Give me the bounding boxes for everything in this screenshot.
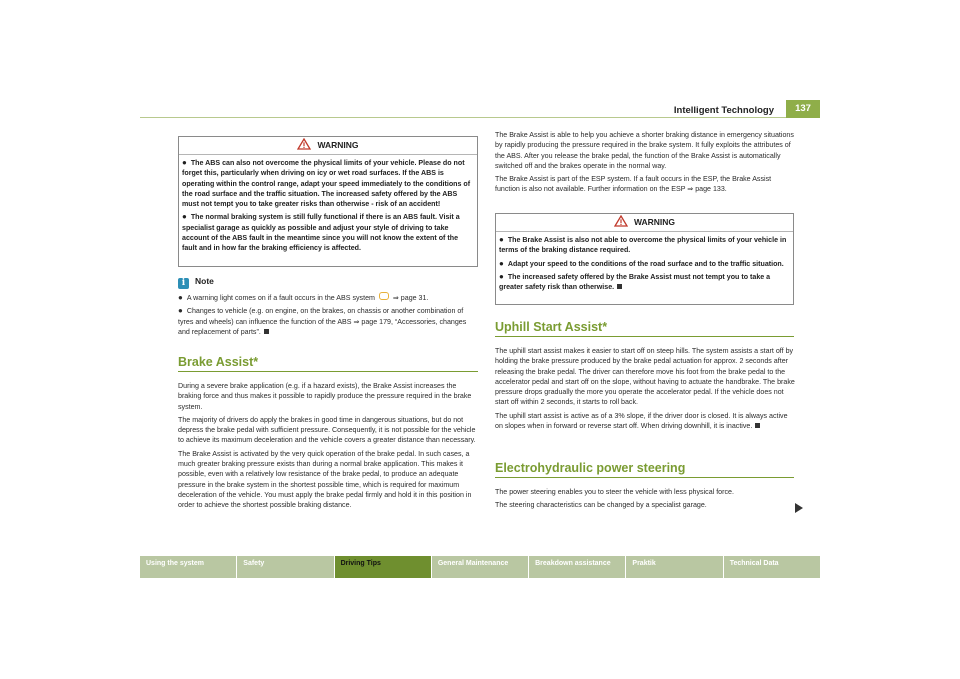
brake-assist-warning-item: ● The increased safety offered by the Brake Assist must not tempt you to take a greater safety risk than otherwise. [499,271,771,292]
abs-warning-title: WARNING [317,140,359,150]
continue-arrow-icon[interactable] [795,503,803,513]
power-steering-body [495,487,795,514]
chapter-tab-bar [140,556,820,578]
end-marker [617,284,622,289]
uphill-paragraph: The uphill start assist is active as of a 3% slope, if the driver door is closed. It is always active on slopes when in forward or reverse start off. When driving downhill, it is inactive. [495,411,788,431]
tab-driving-tips[interactable]: Driving Tips [335,556,431,578]
note-item-1: ● A warning light comes on if a fault occurs in the ABS system ⇒ page 31. [178,293,429,302]
steering-paragraph: The power steering enables you to steer the vehicle with less physical force. [495,488,734,496]
warning-triangle-icon [297,138,311,150]
tab-using-the-system[interactable]: Using the system [140,556,236,578]
brake-assist-warning-box [495,213,794,305]
abs-warning-header [179,137,477,155]
brake-assist-warning-title: WARNING [633,217,676,227]
brake-assist-paragraph: During a severe brake application (e.g. if a hazard exists), the Brake Assist increases the braking force and thus makes it possible to rapidly produce the pressure required in the brake system. [178,382,472,411]
tab-technical-data[interactable]: Technical Data [724,556,820,578]
brake-assist-paragraph: The majority of drivers do apply the brakes in good time in dangerous situations, but do not depress the brake pedal with sufficient pressure. Consequently, it is not possible for the vehicle to achieve its maximum deceleration and the vehicle covers a greater distance than necessary. [178,415,476,445]
warning-triangle-icon [614,215,628,227]
tab-general-maintenance[interactable]: General Maintenance [432,556,528,578]
header-rule [140,117,786,118]
note-header: i Note [178,276,478,289]
abs-warning-item-2: ● The normal braking system is still fully functional if there is an ABS fault. Visit a specialist garage as quickly as possible and adjust your style of driving to take account of the ABS fault in the meantime since you will not know the extent of the fault and in how far the braking efficiency is affected. [182,212,460,253]
end-marker [755,423,760,428]
intro-paragraph: The Brake Assist is able to help you achieve a shorter braking distance in emergency situations by rapidly producing the pressure required in the brake system. It fully exploits the attributes of the ABS. After you release the brake pedal, the function of the Brake Assist is automatically switched off and the brakes operate in the normal way. [495,131,794,170]
intro-paragraph: The Brake Assist is part of the ESP system. If a fault occurs in the ESP, the Brake Assist function is also not available. Further information on the ESP ⇒ page 133. [495,175,772,194]
tab-safety[interactable]: Safety [237,556,333,578]
tab-praktik[interactable]: Praktik [626,556,722,578]
abs-warning-item-1: ● The ABS can also not overcome the physical limits of your vehicle. Please do not forget this, particularly when driving on icy or wet road surfaces. If the ABS is operating within the control range, adapt your speed immediately to the conditions of the road surface and the traffic situation. The increased safety offered by the ABS must not tempt you to take greater risks than otherwise - risk of an accident! [182,158,471,209]
section-title-brake-assist: Brake Assist* [178,355,478,372]
uphill-start-assist-body [495,346,795,434]
abs-note [178,276,478,340]
uphill-paragraph: The uphill start assist makes it easier to start off on steep hills. The system assists a start off by holding the brake pressure produced by the brake pedal actuation for approx. 2 seconds after releasing the brake pedal. The driver can therefore move his foot from the brake pedal to the accelerator pedal and start off on the slope, without having to actuate the handbrake. The brake pressure drops gradually the more you operate the accelerator pedal. If the vehicle does not start off within 2 seconds, it starts to roll back. [495,347,795,407]
brake-assist-warning-item: ● Adapt your speed to the conditions of the road surface and to the traffic situation. [499,258,784,268]
brake-assist-body [178,381,478,514]
abs-warning-box [178,136,478,267]
end-marker [264,329,269,334]
brake-assist-warning-item: ● The Brake Assist is also not able to overcome the physical limits of your vehicle in terms of the braking distance required. [499,235,787,255]
brake-assist-intro [495,130,795,198]
brake-assist-paragraph: The Brake Assist is activated by the very quick operation of the brake pedal. In such cases, a much greater braking pressure exists than during a normal brake application. This makes it possible, even with a relatively low resistance of the brake pedal, to produce an adequate pressure in the brake system in the shortest possible time, which is required for maximum deceleration of the vehicle. You must apply the brake pedal firmly and hold it in this position in order to achieve the shortest possible braking distance. [178,449,472,510]
running-header-title: Intelligent Technology [673,105,774,116]
steering-paragraph: The steering characteristics can be changed by a specialist garage. [495,501,707,510]
brake-assist-warning-header [496,214,793,232]
page-number-badge: 137 [786,100,820,118]
tab-breakdown-assistance[interactable]: Breakdown assistance [529,556,625,578]
section-title-uphill-start-assist: Uphill Start Assist* [495,320,794,337]
note-item-2: ● Changes to vehicle (e.g. on engine, on the brakes, on chassis or another combination of tyres and wheels) can influence the function of the ABS ⇒ page 179, “Accessories, changes and replacement of parts”. [178,306,467,336]
note-info-icon: i [178,278,189,289]
abs-warning-light-icon [379,292,389,300]
section-title-power-steering: Electrohydraulic power steering [495,461,794,478]
